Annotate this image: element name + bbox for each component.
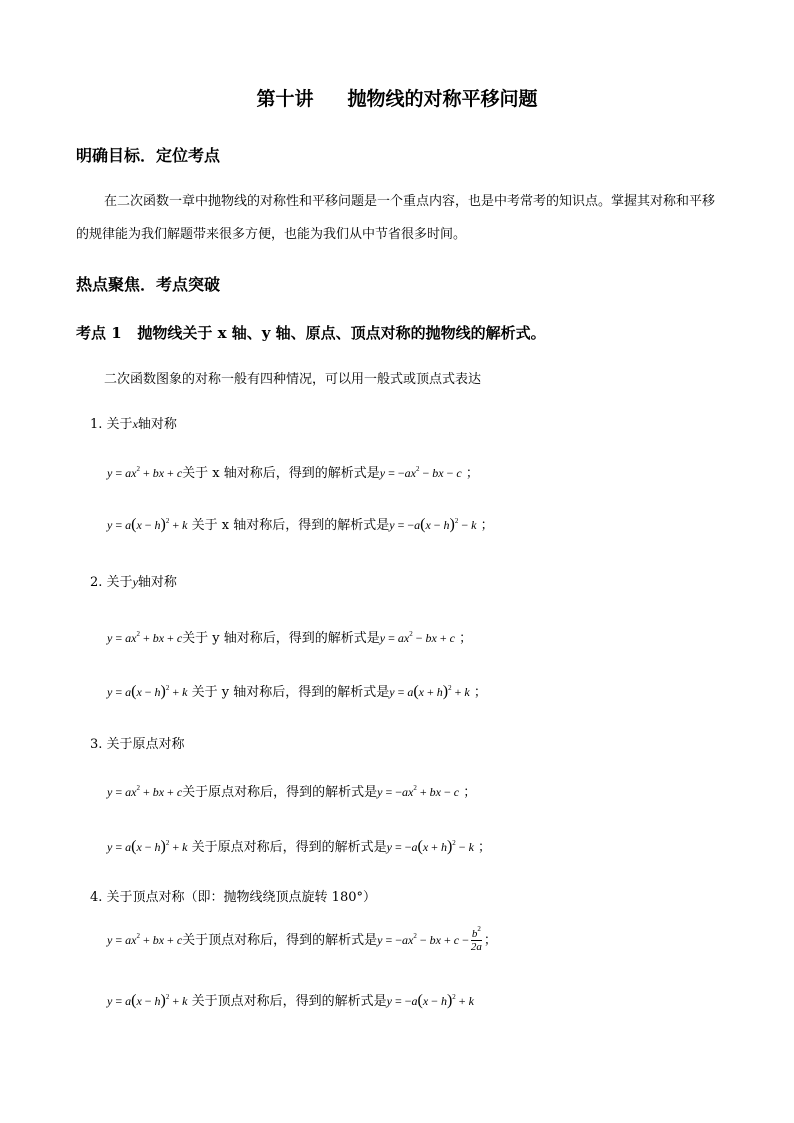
item-4-heading: 4. 关于顶点对称（即：抛物线绕顶点旋转 180°） [90, 890, 376, 905]
item-4-formula-vertex: $y = a(x - h)^2 + k$ 关于顶点对称后，得到的解析式是$y = -a(x - h)^2 + k$ [107, 992, 474, 1009]
summary-text: 二次函数图象的对称一般有四种情况，可以用一般式或顶点式表达 [104, 372, 482, 387]
item-3-formula-vertex: $y = a(x - h)^2 + k$ 关于原点对称后，得到的解析式是$y = -a(x + h)^2 - k$ ； [107, 838, 492, 855]
kaodian-1-heading: 考点 1 抛物线关于 x 轴、y 轴、原点、顶点对称的抛物线的解析式。 [76, 324, 546, 342]
item-1-heading: 1. 关于x轴对称 [90, 417, 177, 432]
section-heading-goals: 明确目标．定位考点 [76, 146, 221, 165]
item-1-formula-general: $y = ax^2$ + bx + c关于 x 轴对称后，得到的解析式是$y = -ax^2$ − bx − c ； [107, 465, 479, 481]
item-3-heading: 3. 关于原点对称 [90, 737, 185, 752]
item-3-formula-general: $y = ax^2$ + bx + c关于原点对称后，得到的解析式是$y = -ax^2$ + bx − c ； [107, 784, 477, 800]
intro-paragraph: 在二次函数一章中抛物线的对称性和平移问题是一个重点内容，也是中考常考的知识点。掌握其对称和平移的规律能为我们解题带来很多方便，也能为我们从中节省很多时间。 [76, 194, 716, 242]
item-2-formula-vertex: $y = a(x - h)^2 + k$ 关于 y 轴对称后，得到的解析式是$y = a(x + h)^2 + k$ ； [107, 683, 487, 700]
lecture-topic: 抛物线的对称平移问题 [347, 88, 538, 110]
item-1-formula-vertex: $y = a(x - h)^2 + k$ 关于 x 轴对称后，得到的解析式是$y = -a(x - h)^2 - k$ ； [107, 516, 494, 533]
item-4-formula-general: $y = ax^2$ + bx + c关于顶点对称后，得到的解析式是$y = -ax^2$ − bx + c − $\frac{b^2}{2a}$ ； [107, 925, 497, 954]
item-2-formula-general: $y = ax^2$ + bx + c关于 y 轴对称后，得到的解析式是$y = ax^2$ − bx + c ； [107, 630, 473, 646]
section-heading-hotspots: 热点聚焦．考点突破 [76, 275, 221, 294]
item-2-heading: 2. 关于y轴对称 [90, 575, 177, 590]
lecture-number: 第十讲 [256, 88, 314, 110]
page-title [0, 84, 794, 111]
